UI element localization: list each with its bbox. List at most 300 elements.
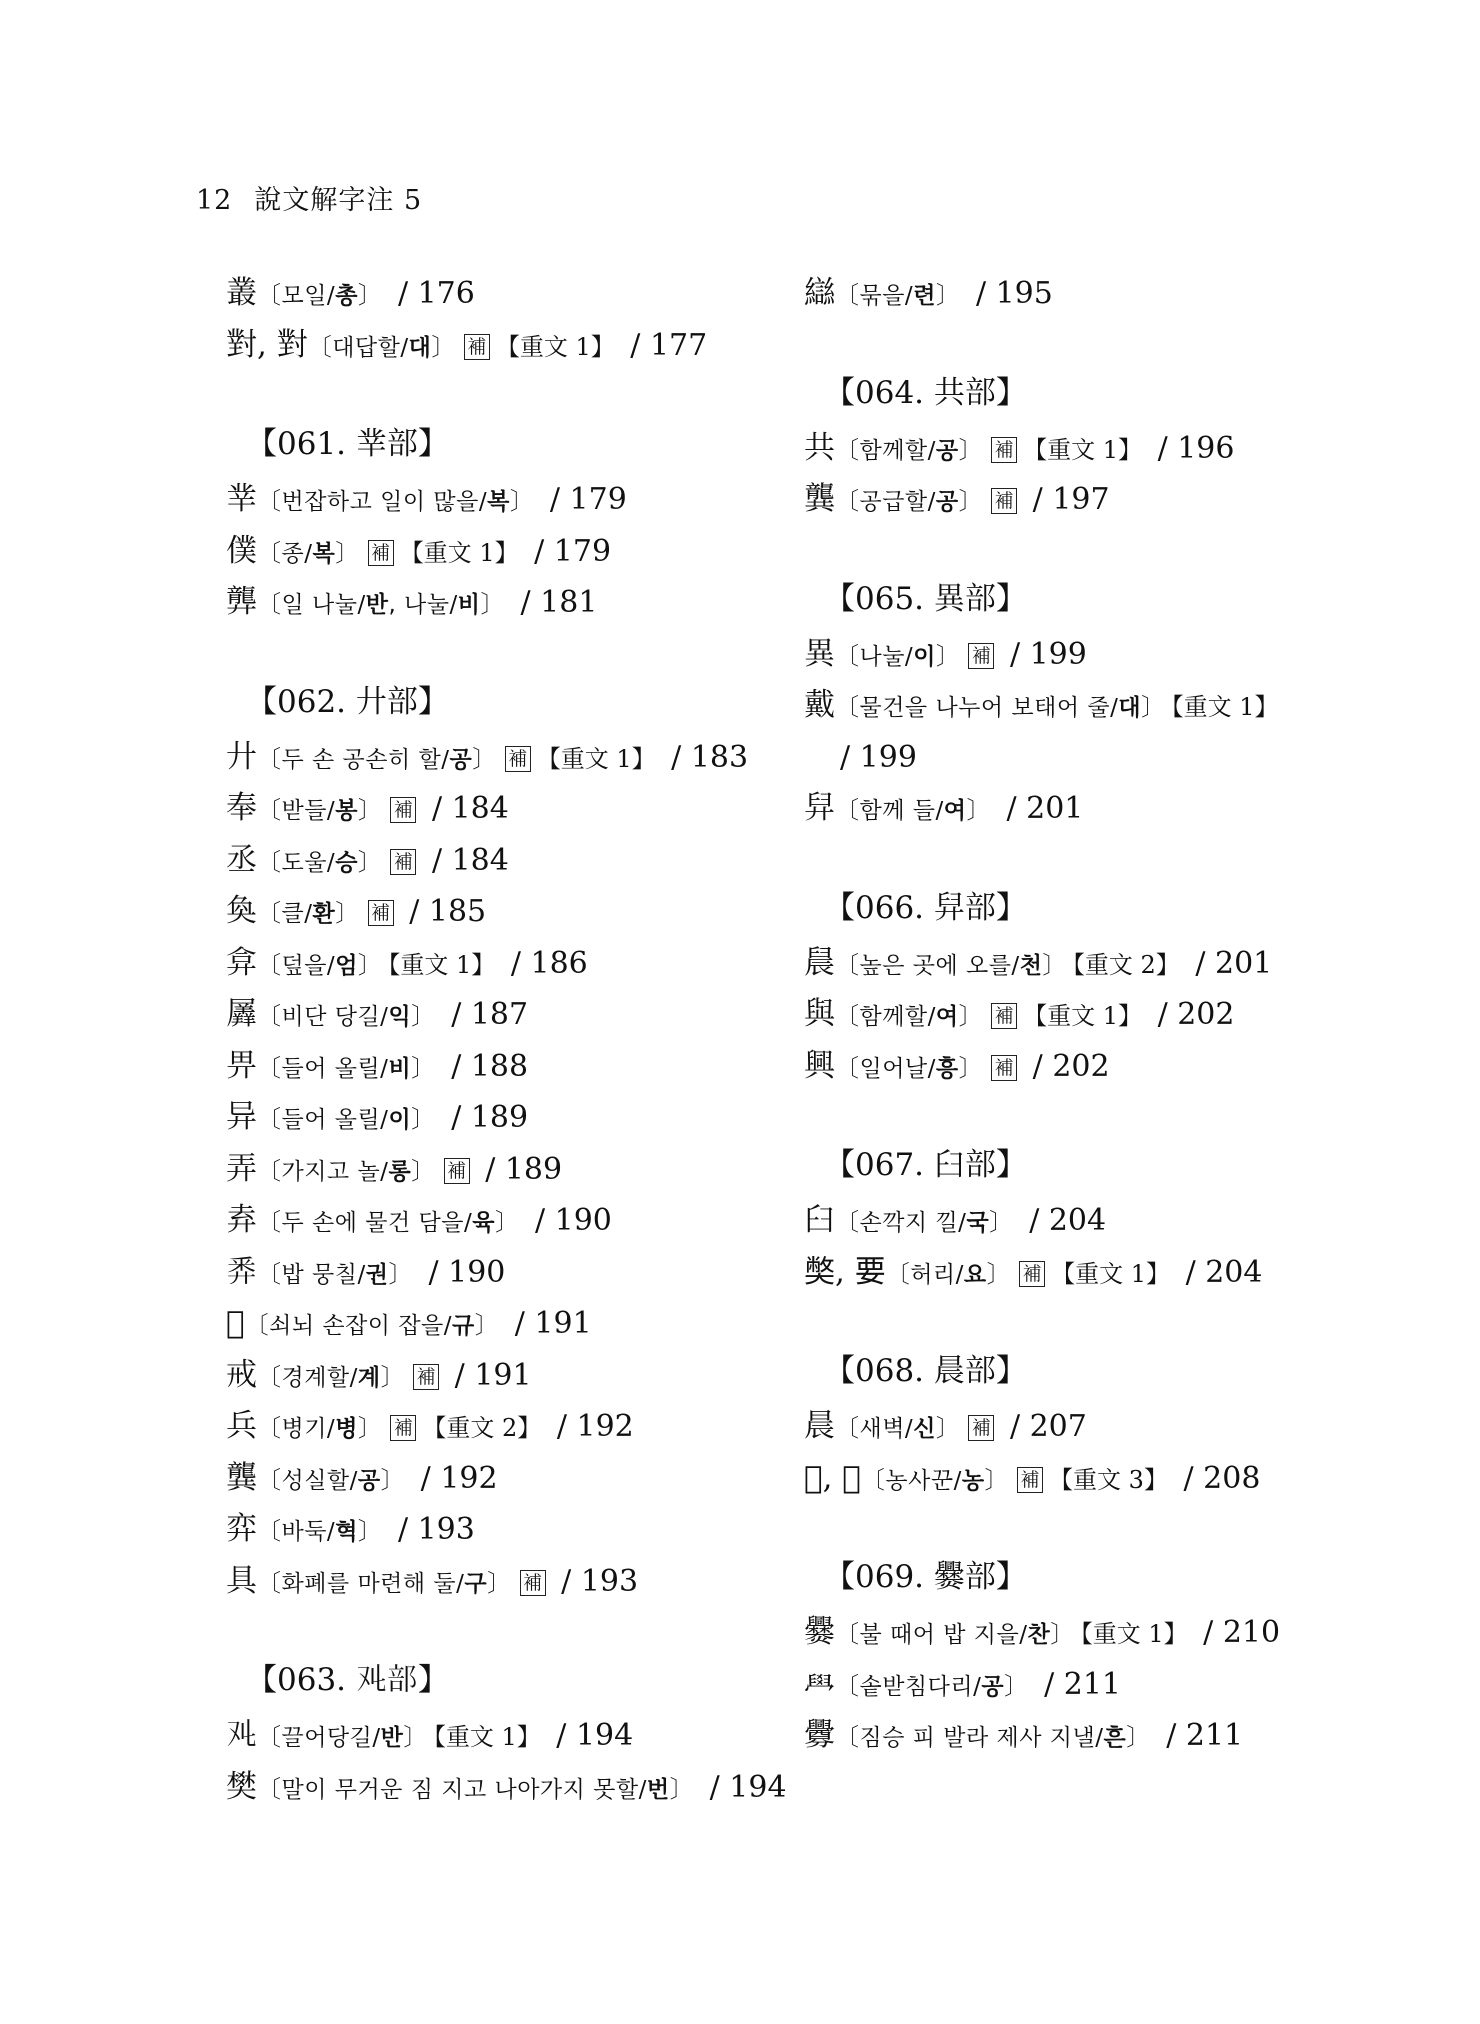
gloss-reading: 엄 — [335, 952, 358, 979]
entry-gloss — [835, 798, 991, 824]
entry-character: 戴 — [804, 687, 835, 723]
entry-pages: / 197 — [1032, 482, 1110, 517]
variant-count: 【重文 1】 — [433, 1723, 541, 1751]
bracket-open: 〔 — [835, 435, 860, 464]
gloss-meaning: 쇠뇌 손잡이 잡을/ — [269, 1313, 453, 1339]
gloss-reading: 구 — [464, 1570, 488, 1597]
gloss-meaning: 함께할/ — [859, 437, 936, 464]
index-entry — [804, 1453, 1384, 1505]
book-title: 說文解字注 5 — [254, 185, 423, 216]
supplement-mark: 補 — [505, 746, 531, 772]
section-heading: 【061. 丵部】 — [246, 426, 449, 462]
entry-pages: / 204 — [1185, 1254, 1263, 1290]
index-entry — [226, 320, 806, 372]
variant-count: 【重文 1】 — [1051, 1259, 1171, 1288]
gloss-reading: 공 — [981, 1673, 1005, 1700]
gloss-meaning: 불 때어 밥 지을/ — [859, 1622, 1028, 1648]
index-entry — [226, 886, 806, 938]
bracket-open: 〔 — [835, 1671, 860, 1700]
bracket-open: 〔 — [257, 1002, 282, 1030]
entry-pages: / 193 — [397, 1512, 475, 1547]
index-entry — [226, 577, 806, 629]
bracket-open: 〔 — [835, 796, 860, 824]
bracket-close: 〕 — [958, 1053, 984, 1082]
entry-character: 丞 — [226, 841, 257, 878]
bracket-open: 〔 — [257, 590, 282, 618]
bracket-open: 〔 — [257, 1568, 282, 1597]
entry-character: 异 — [226, 1099, 257, 1135]
gloss-meaning: 묶을/ — [859, 283, 914, 309]
gloss-meaning: 말이 무거운 짐 지고 나아가지 못할/ — [281, 1776, 647, 1803]
variant-count: 【重文 1】 — [399, 538, 519, 567]
supplement-mark: 補 — [390, 1415, 416, 1441]
entry-pages: / 201 — [1195, 945, 1273, 981]
bracket-open: 〔 — [257, 847, 282, 876]
supplement-mark: 補 — [968, 1415, 994, 1441]
section-gap — [804, 1298, 1384, 1341]
gloss-reading: 찬 — [1027, 1622, 1051, 1648]
entry-gloss — [257, 1156, 436, 1185]
entry-gloss — [257, 1416, 382, 1442]
bracket-open: 〔 — [885, 1259, 911, 1288]
entry-pages: / 204 — [1029, 1203, 1107, 1238]
gloss-meaning: 밥 뭉칠/ — [281, 1261, 366, 1288]
gloss-meaning: 두 손 공손히 할/ — [281, 746, 450, 773]
index-entry — [804, 1659, 1384, 1711]
entry-pages: / 188 — [451, 1048, 529, 1084]
index-entry — [804, 268, 1384, 320]
entry-pages: / 181 — [520, 585, 598, 620]
entry-pages: / 185 — [409, 894, 487, 929]
entry-pages: / 207 — [1009, 1409, 1087, 1444]
gloss-reading: 병 — [335, 1416, 358, 1442]
entry-gloss — [835, 1416, 960, 1442]
bracket-open: 〔 — [860, 1465, 886, 1494]
bracket-open: 〔 — [307, 332, 333, 361]
entry-character: 弇 — [226, 944, 257, 981]
gloss-reading: 권 — [365, 1261, 389, 1288]
entry-pages: / 208 — [1183, 1460, 1261, 1496]
bracket-close: 〕 — [984, 1465, 1010, 1494]
section-heading: 【068. 晨部】 — [824, 1353, 1027, 1389]
gloss-meaning: 솥받침다리/ — [859, 1673, 982, 1700]
gloss-reading: 익 — [388, 1004, 412, 1030]
gloss-reading: 롱 — [388, 1158, 412, 1185]
section-heading: 【067. 臼部】 — [824, 1147, 1027, 1183]
gloss-meaning: 끌어당길/ — [281, 1725, 381, 1751]
entry-pages: / 201 — [1006, 791, 1084, 826]
entry-pages: / 187 — [451, 997, 529, 1032]
entry-gloss — [257, 1519, 382, 1545]
bracket-close: 〕 — [411, 1105, 436, 1133]
bracket-close: 〕 — [1042, 950, 1067, 979]
entry-pages: / 176 — [397, 276, 475, 311]
index-entry — [226, 1401, 806, 1453]
gloss-meaning: 도울/ — [281, 849, 336, 876]
entry-pages: / 192 — [420, 1460, 498, 1496]
gloss-meaning: 농사꾼/ — [885, 1467, 962, 1494]
gloss-meaning: 덮을/ — [281, 952, 336, 979]
index-entry — [226, 1350, 806, 1402]
entry-gloss — [835, 1622, 1075, 1648]
bracket-close: 〕 — [669, 1774, 695, 1803]
entry-gloss — [835, 1053, 984, 1082]
bracket-close: 〕 — [494, 1208, 520, 1236]
gloss-reading: 육 — [472, 1210, 495, 1236]
index-entry — [226, 1556, 806, 1608]
entry-gloss — [257, 1210, 519, 1236]
section-heading: 【065. 異部】 — [824, 580, 1027, 617]
section-gap — [226, 371, 806, 414]
entry-gloss — [307, 332, 456, 361]
entry-gloss — [257, 538, 360, 567]
gloss-reading: 국 — [966, 1210, 990, 1236]
gloss-reading: 련 — [913, 283, 936, 309]
index-entry — [804, 938, 1384, 990]
bracket-close: 〕 — [357, 847, 383, 876]
bracket-open: 〔 — [257, 796, 282, 824]
variant-count: 【重文 1】 — [1023, 1002, 1143, 1030]
gloss-meaning: 바둑/ — [281, 1519, 336, 1545]
index-entry — [804, 423, 1384, 475]
entry-pages: / 211 — [1044, 1666, 1122, 1702]
entry-gloss — [835, 435, 984, 464]
bracket-open: 〔 — [257, 899, 282, 927]
entry-gloss — [257, 592, 505, 618]
bracket-close: 〕 — [380, 1465, 406, 1494]
entry-character: 弆 — [226, 1202, 257, 1238]
variant-count: 【重文 1】 — [536, 744, 656, 773]
entry-character: 龔 — [226, 1459, 257, 1496]
bracket-close: 〕 — [357, 1517, 383, 1545]
index-entry — [226, 1762, 806, 1814]
supplement-mark: 補 — [1017, 1467, 1043, 1493]
gloss-meaning: 함께할/ — [859, 1004, 936, 1030]
supplement-mark: 補 — [368, 540, 394, 566]
entry-gloss — [257, 1004, 436, 1030]
gloss-meaning: 경계할/ — [281, 1364, 358, 1391]
bracket-open: 〔 — [835, 1620, 860, 1648]
supplement-mark: 補 — [991, 488, 1017, 514]
bracket-close: 〕 — [935, 641, 961, 670]
entry-character: 與 — [804, 996, 835, 1032]
index-entry — [226, 1710, 806, 1762]
gloss-reading: 복 — [487, 489, 510, 515]
entry-character: 僕 — [226, 532, 257, 569]
section-heading: 【063. 𠬜部】 — [246, 1662, 449, 1698]
gloss-meaning: 일 나눌/ — [281, 592, 366, 618]
variant-count: 【重文 1】 — [388, 950, 496, 979]
index-entry — [804, 1401, 1384, 1453]
bracket-close: 〕 — [958, 435, 984, 464]
entry-pages: / 191 — [454, 1357, 532, 1393]
entry-character: 兵 — [226, 1408, 257, 1444]
entry-character: 弈 — [226, 1511, 257, 1547]
entry-pages: / 199 — [1009, 636, 1087, 672]
gloss-meaning: 나눌/ — [859, 643, 914, 670]
index-entry — [226, 474, 806, 526]
index-entry — [226, 1504, 806, 1556]
gloss-meaning: 성실할/ — [281, 1467, 358, 1494]
entry-gloss — [257, 1259, 413, 1288]
entry-pages: / 179 — [549, 482, 627, 517]
gloss-reading: 번 — [646, 1776, 670, 1803]
gloss-reading: 천 — [1019, 952, 1043, 979]
entry-pages: / 199 — [840, 739, 917, 775]
index-column-left — [226, 268, 806, 1813]
section-gap — [226, 1607, 806, 1650]
bracket-close: 〕 — [935, 1414, 961, 1442]
bracket-open: 〔 — [257, 1465, 282, 1494]
gloss-reading: 혁 — [335, 1519, 358, 1545]
gloss-reading: 공 — [449, 746, 473, 773]
entry-gloss — [257, 1465, 406, 1494]
bracket-close: 〕 — [958, 487, 984, 515]
entry-gloss — [835, 489, 983, 515]
bracket-close: 〕 — [472, 744, 497, 773]
bracket-close: 〕 — [989, 1208, 1014, 1236]
bracket-close: 〕 — [357, 950, 383, 979]
gloss-reading: 공 — [935, 489, 959, 515]
index-entry — [804, 1607, 1384, 1659]
gloss-reading: 대 — [408, 334, 432, 361]
gloss-reading: 승 — [335, 849, 358, 876]
bracket-open: 〔 — [835, 950, 860, 979]
entry-pages: / 194 — [709, 1769, 787, 1805]
entry-character: 䜌 — [804, 275, 835, 311]
bracket-close: 〕 — [935, 281, 961, 309]
entry-gloss — [885, 1259, 1012, 1288]
entry-character: 𢍉 — [226, 1305, 245, 1341]
gloss-reading: 이 — [913, 643, 936, 670]
entry-character: 對, 對 — [226, 326, 308, 363]
bracket-close: 〕 — [431, 332, 456, 361]
entry-pages: / 186 — [510, 945, 588, 981]
gloss-reading: 반 — [380, 1725, 404, 1751]
gloss-meaning: 손깍지 낄/ — [859, 1210, 967, 1236]
gloss-reading: 규 — [452, 1313, 475, 1339]
bracket-close: 〕 — [1004, 1671, 1029, 1700]
entry-character: 廾 — [226, 738, 257, 775]
entry-pages: / 183 — [671, 739, 749, 775]
index-entry — [226, 1092, 806, 1144]
supplement-mark: 補 — [968, 643, 994, 669]
index-entry — [226, 835, 806, 887]
variant-count: 【重文 2】 — [422, 1414, 542, 1442]
entry-gloss — [257, 798, 382, 824]
bracket-open: 〔 — [835, 1723, 860, 1751]
bracket-open: 〔 — [835, 281, 860, 309]
index-entry — [226, 1247, 806, 1299]
entry-gloss — [835, 283, 960, 309]
page-number: 12 — [196, 185, 233, 216]
entry-pages: / 194 — [556, 1718, 634, 1753]
section-heading: 【066. 舁部】 — [824, 889, 1027, 926]
bracket-open: 〔 — [257, 1105, 282, 1133]
bracket-close: 〕 — [1141, 693, 1166, 721]
gloss-meaning: 화폐를 마련해 둘/ — [281, 1570, 465, 1597]
entry-gloss — [257, 489, 534, 515]
entry-character: 異 — [804, 635, 835, 672]
gloss-reading: 반 — [365, 592, 389, 618]
index-entry — [226, 1298, 806, 1350]
bracket-open: 〔 — [257, 1156, 282, 1185]
gloss-reading: 흔 — [1103, 1725, 1127, 1751]
entry-pages: / 193 — [561, 1563, 639, 1599]
gloss-reading: 요 — [963, 1261, 987, 1288]
index-entry — [804, 783, 1384, 835]
entry-gloss — [245, 1313, 500, 1339]
entry-gloss — [257, 1053, 436, 1082]
entry-character: 奉 — [226, 790, 257, 826]
entry-gloss — [257, 1568, 512, 1597]
bracket-close: 〕 — [958, 1002, 984, 1030]
entry-pages: / 189 — [485, 1151, 563, 1187]
gloss-reading: 계 — [357, 1364, 381, 1391]
entry-pages: / 190 — [534, 1203, 612, 1238]
gloss-meaning: 대답할/ — [332, 334, 409, 361]
gloss-reading-2: 비 — [457, 592, 481, 618]
entry-pages: / 195 — [975, 276, 1053, 311]
entry-gloss — [257, 744, 497, 773]
bracket-open: 〔 — [257, 1208, 282, 1236]
entry-pages: / 196 — [1157, 430, 1235, 466]
entry-character: 釁 — [804, 1717, 835, 1753]
index-entry — [804, 1247, 1384, 1299]
section-heading: 【062. 廾部】 — [246, 683, 449, 720]
supplement-mark: 補 — [413, 1364, 439, 1390]
gloss-reading: 공 — [935, 437, 959, 464]
index-entry — [226, 1041, 806, 1093]
entry-character: 具 — [226, 1562, 257, 1599]
gloss-meaning: 종/ — [281, 540, 313, 567]
bracket-open: 〔 — [257, 1414, 282, 1442]
gloss-reading: 복 — [312, 540, 336, 567]
entry-pages: / 202 — [1032, 1048, 1110, 1084]
index-entry — [226, 1453, 806, 1505]
entry-character: 爨 — [804, 1614, 835, 1650]
entry-pages: / 210 — [1203, 1615, 1281, 1650]
bracket-open: 〔 — [835, 1002, 860, 1030]
bracket-open: 〔 — [835, 1208, 860, 1236]
gloss-reading: 비 — [388, 1055, 412, 1082]
gloss-meaning-2: , 나눌/ — [388, 592, 458, 618]
entry-pages: / 179 — [534, 533, 612, 569]
bracket-close: 〕 — [487, 1568, 512, 1597]
entry-pages: / 192 — [556, 1409, 634, 1444]
variant-count: 【重文 3】 — [1049, 1465, 1168, 1494]
entry-pages: / 191 — [514, 1306, 592, 1341]
bracket-open: 〔 — [835, 1053, 860, 1082]
entry-character: 戒 — [226, 1356, 257, 1393]
index-entry — [804, 989, 1384, 1041]
gloss-meaning: 클/ — [281, 901, 313, 927]
gloss-meaning: 들어 올릴/ — [281, 1055, 389, 1082]
bracket-close: 〕 — [480, 590, 505, 618]
entry-character: 舁 — [804, 790, 835, 826]
gloss-meaning: 모일/ — [281, 283, 336, 309]
bracket-open: 〔 — [835, 641, 860, 670]
gloss-meaning: 가지고 놀/ — [281, 1158, 389, 1185]
entry-character: 𡚁, 要 — [804, 1253, 886, 1290]
variant-count: 【重文 1】 — [1023, 435, 1143, 464]
gloss-meaning: 받들/ — [281, 798, 336, 824]
entry-gloss — [835, 1004, 983, 1030]
gloss-reading: 이 — [388, 1107, 412, 1133]
entry-gloss — [257, 950, 383, 979]
bracket-close: 〕 — [509, 487, 535, 515]
supplement-mark: 補 — [390, 849, 416, 875]
index-entry — [226, 1144, 806, 1196]
bracket-open: 〔 — [257, 538, 282, 567]
entry-continuation — [804, 732, 1384, 784]
gloss-meaning: 높은 곳에 오를/ — [859, 952, 1020, 979]
bracket-open: 〔 — [257, 1517, 282, 1545]
variant-count: 【重文 1】 — [1080, 1620, 1188, 1648]
entry-character: 丵 — [226, 481, 257, 517]
section-gap — [226, 629, 806, 672]
entry-gloss — [257, 1725, 428, 1751]
entry-gloss — [257, 1774, 695, 1803]
entry-character: 龏 — [226, 584, 257, 620]
bracket-close: 〕 — [403, 1723, 428, 1751]
entry-gloss — [835, 695, 1166, 721]
entry-pages: / 184 — [431, 791, 509, 826]
gloss-meaning: 함께 들/ — [859, 798, 944, 824]
gloss-meaning: 허리/ — [910, 1261, 964, 1288]
bracket-open: 〔 — [257, 950, 282, 979]
entry-character: 奐 — [226, 893, 257, 929]
bracket-open: 〔 — [835, 693, 860, 721]
bracket-close: 〕 — [1126, 1723, 1151, 1751]
bracket-close: 〕 — [357, 1414, 383, 1442]
index-entry — [226, 989, 806, 1041]
supplement-mark: 補 — [991, 437, 1017, 463]
bracket-open: 〔 — [257, 281, 282, 309]
entry-character: 𠬜 — [226, 1717, 257, 1753]
index-entry — [226, 526, 806, 578]
entry-character: 臼 — [804, 1202, 835, 1238]
bracket-open: 〔 — [257, 1259, 282, 1288]
entry-character: 𦥯 — [804, 1665, 835, 1702]
entry-gloss — [257, 1362, 406, 1391]
gloss-reading: 농 — [961, 1467, 985, 1494]
gloss-reading: 봉 — [335, 798, 358, 824]
entry-character: 興 — [804, 1047, 835, 1084]
entry-gloss — [257, 901, 360, 927]
gloss-meaning: 번잡하고 일이 많을/ — [281, 489, 488, 515]
index-entry — [226, 783, 806, 835]
entry-character: 羼 — [226, 996, 257, 1032]
bracket-close: 〕 — [1050, 1620, 1075, 1648]
entry-character: 龔 — [804, 481, 835, 517]
index-entry — [804, 474, 1384, 526]
index-entry — [226, 938, 806, 990]
index-entry — [804, 680, 1384, 732]
gloss-meaning: 병기/ — [281, 1416, 336, 1442]
entry-character: 樊 — [226, 1768, 257, 1805]
entry-pages: / 184 — [431, 842, 509, 878]
gloss-reading: 여 — [943, 798, 967, 824]
bracket-open: 〔 — [244, 1311, 270, 1339]
bracket-open: 〔 — [257, 744, 282, 773]
entry-character: 共 — [804, 429, 835, 466]
bracket-close: 〕 — [380, 1362, 406, 1391]
bracket-open: 〔 — [257, 1053, 282, 1082]
entry-pages: / 190 — [428, 1254, 506, 1290]
page-header — [196, 178, 422, 217]
gloss-reading: 대 — [1118, 695, 1142, 721]
